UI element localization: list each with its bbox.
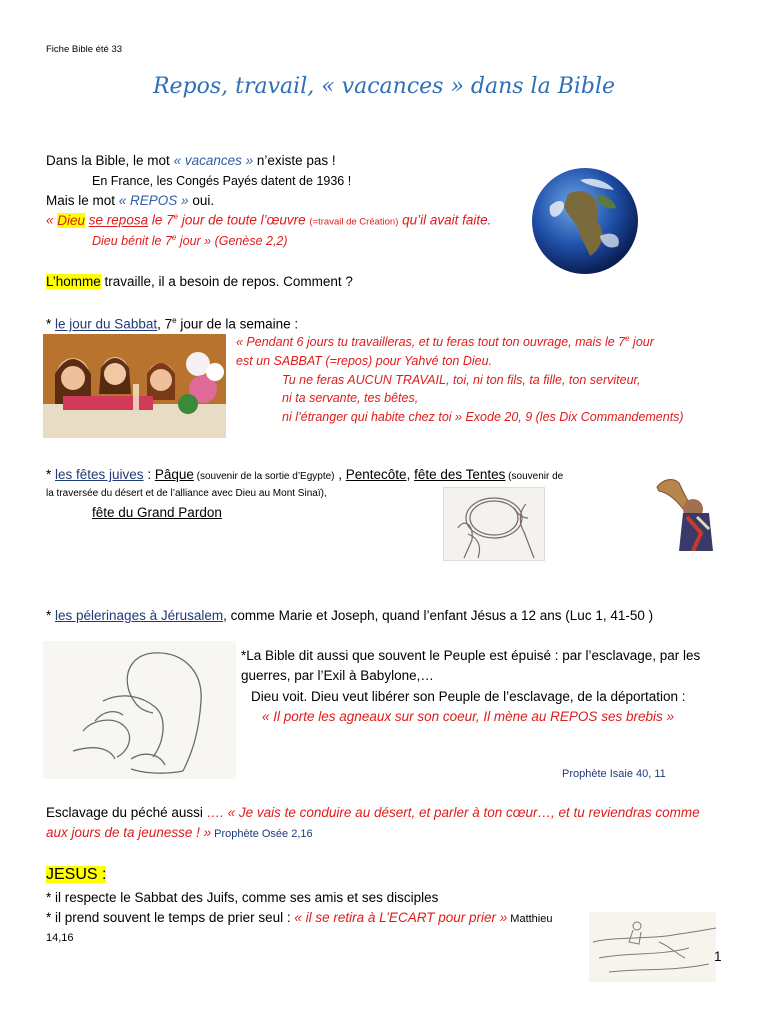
isaie-reference: Prophète Isaie 40, 11	[562, 768, 666, 780]
page-title: Repos, travail, « vacances » dans la Bible	[152, 74, 616, 99]
fetes-line-2: la traversée du désert et de l’alliance avec Dieu au Mont Sinaï),	[46, 488, 327, 499]
page-number: 1	[714, 949, 722, 964]
jesus-line-3: 14,16	[46, 932, 74, 944]
embrace-drawing	[43, 641, 236, 779]
intro-line-1: Dans la Bible, le mot « vacances » n’existe pas !	[46, 153, 336, 168]
sabbat-heading: * le jour du Sabbat, 7e jour de la semaine :	[46, 316, 299, 332]
intro-line-2: En France, les Congés Payés datent de 1936 !	[92, 174, 352, 188]
epuise-quote: « Il porte les agneaux sur son coeur, Il mène au REPOS ses brebis »	[262, 709, 674, 724]
sabbat-quote-4: ni ta servante, tes bêtes,	[282, 391, 419, 405]
intro-line-5: Dieu bénit le 7e jour » (Genèse 2,2)	[92, 233, 288, 249]
jesus-line-2: * il prend souvent le temps de prier seul : « il se retira à L’ECART pour prier » Matthieu	[46, 910, 553, 925]
pelerinages-line: * les pélerinages à Jérusalem, comme Marie et Joseph, quand l’enfant Jésus a 12 ans (Luc 1, 41-50 )	[46, 608, 654, 623]
jesus-line-1: * il respecte le Sabbat des Juifs, comme ses amis et ses disciples	[46, 890, 439, 905]
epuise-line-1: *La Bible dit aussi que souvent le Peuple est épuisé : par l’esclavage, par les	[241, 648, 701, 663]
header-label: Fiche Bible été 33	[46, 44, 123, 55]
family-meal-photo	[43, 334, 226, 438]
sabbat-quote-5: ni l’étranger qui habite chez toi » Exode 20, 9 (les Dix Commandements)	[282, 410, 684, 424]
homme-line: L’homme travaille, il a besoin de repos. Comment ?	[46, 274, 353, 289]
esclavage-line-2: aux jours de ta jeunesse ! » Prophète Osée 2,16	[46, 825, 313, 840]
epuise-line-3: Dieu voit. Dieu veut libérer son Peuple de l’esclavage, de la déportation :	[251, 689, 686, 704]
intro-line-3: Mais le mot « REPOS » oui.	[46, 193, 215, 208]
fetes-line-3: fête du Grand Pardon	[92, 505, 222, 520]
praying-figure-drawing	[589, 912, 716, 982]
earth-globe-image	[530, 166, 640, 276]
esclavage-line-1: Esclavage du péché aussi …. « Je vais te conduire au désert, et parler à ton cœur…, et tu reviendras comme	[46, 805, 700, 820]
sabbat-quote-2: est un SABBAT (=repos) pour Yahvé ton Dieu.	[236, 354, 493, 368]
intro-line-4: « Dieu se reposa le 7e jour de toute l’œuvre (=travail de Création) qu’il avait faite.	[46, 212, 492, 228]
epuise-line-2: guerres, par l’Exil à Babylone,…	[241, 668, 434, 683]
tambourine-drawing	[443, 487, 545, 561]
shofar-blower-image	[653, 473, 713, 551]
sabbat-quote-1: « Pendant 6 jours tu travailleras, et tu feras tout ton ouvrage, mais le 7e jour	[236, 334, 654, 350]
jesus-heading: JESUS :	[46, 866, 107, 883]
sabbat-quote-3: Tu ne feras AUCUN TRAVAIL, toi, ni ton fils, ta fille, ton serviteur,	[282, 373, 641, 387]
fetes-line-1: * les fêtes juives : Pâque (souvenir de la sortie d’Egypte) , Pentecôte, fête des Tentes (souvenir de	[46, 467, 564, 482]
